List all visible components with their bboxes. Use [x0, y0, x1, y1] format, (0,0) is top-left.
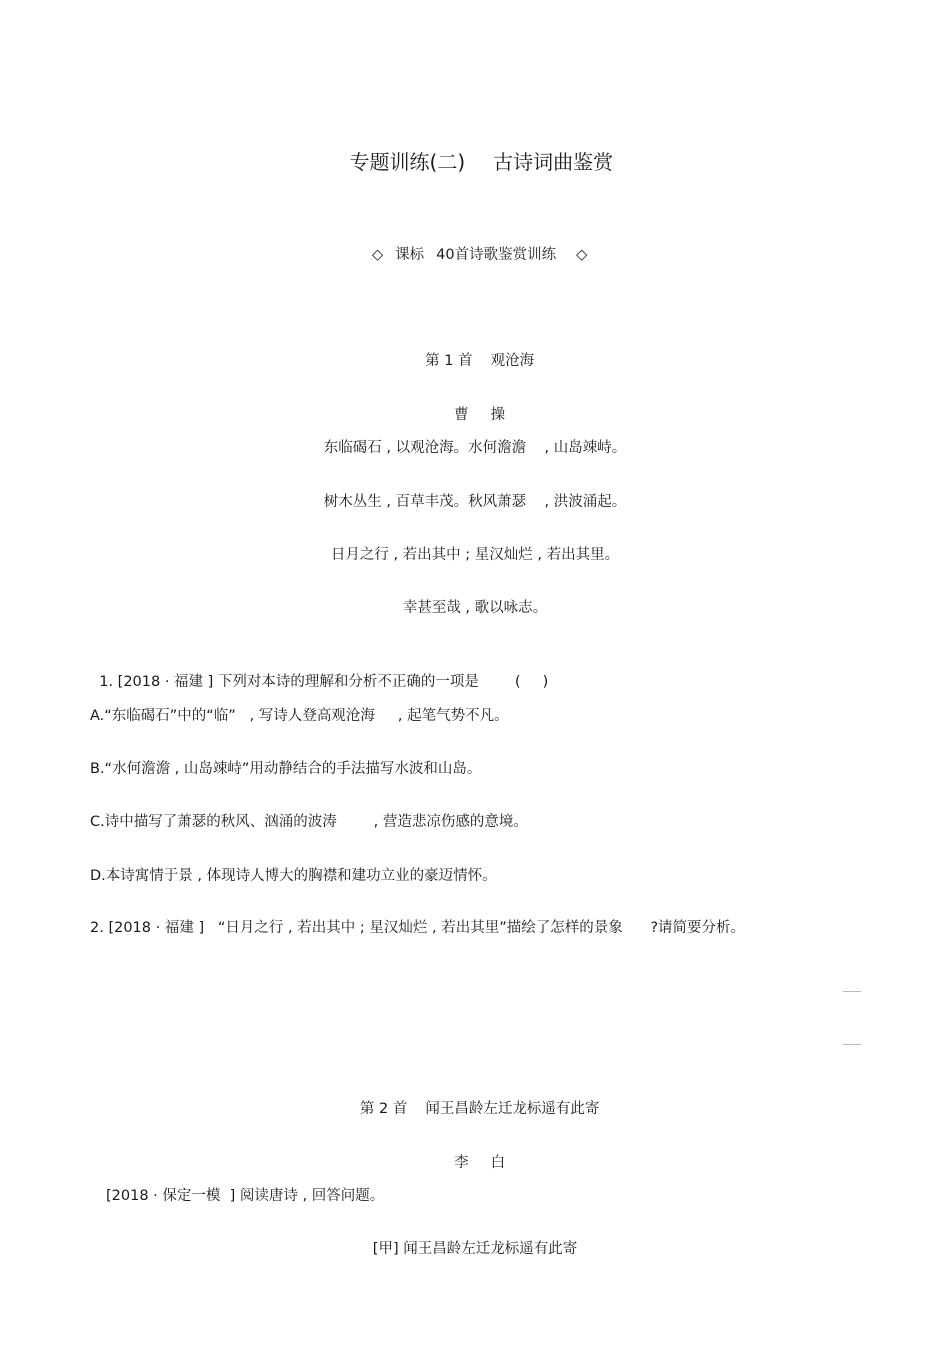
- poem-line: 树木丛生 , 百草丰茂。秋风萧瑟 , 洪波涌起。: [323, 494, 627, 510]
- poem-title: 闻王昌龄左迁龙标遥有此寄: [425, 1101, 600, 1117]
- poem-line: 日月之行 , 若出其中 ; 星汉灿烂 , 若出其里。: [330, 547, 620, 563]
- title-part2: 古诗词曲鉴赏: [493, 150, 614, 174]
- author-last: 白: [490, 1155, 506, 1171]
- author-last: 操: [490, 407, 506, 423]
- author-first: 李: [454, 1155, 469, 1171]
- title-part1: 专题训练(二): [349, 150, 466, 174]
- diamond-icon: ◇: [371, 247, 384, 263]
- poem-author: [0, 1133, 950, 1173]
- margin-mark: [843, 991, 861, 992]
- author-first: 曹: [454, 407, 469, 423]
- reading-intro: [2018 · 保定一模 ] 阅读唐诗 , 回答问题。: [106, 1188, 385, 1204]
- poem-line: 东临碣石 , 以观沧海。水何澹澹 , 山岛竦峙。: [323, 440, 627, 456]
- subtitle-label: 课标: [395, 247, 425, 263]
- margin-mark: [843, 1044, 861, 1045]
- poem-heading: [0, 331, 950, 371]
- poem-author: [0, 385, 950, 425]
- section-subtitle: [0, 225, 950, 265]
- option-d: D.本诗寓情于景 , 体现诗人博大的胸襟和建功立业的豪迈情怀。: [90, 868, 497, 884]
- diamond-icon: ◇: [576, 247, 588, 263]
- poem-number: 第 1 首: [425, 353, 473, 369]
- option-c: C.诗中描写了萧瑟的秋风、汹涌的波涛 , 营造悲凉伤感的意境。: [90, 814, 528, 830]
- question-2: 2. [2018 · 福建 ] “日月之行 , 若出其中 ; 星汉灿烂 , 若出其里”描绘了怎样的景象 ?请简要分析。: [90, 920, 746, 936]
- page-title: [0, 120, 950, 176]
- answer-paren-close: ): [542, 674, 549, 690]
- question-1: [90, 652, 548, 692]
- question-stem: 1. [2018 · 福建 ] 下列对本诗的理解和分析不正确的一项是: [99, 674, 479, 690]
- poem-heading: [0, 1079, 950, 1119]
- answer-paren-open: (: [514, 674, 521, 690]
- option-a: A.“东临碣石”中的“临” , 写诗人登高观沧海 , 起笔气势不凡。: [90, 708, 509, 724]
- subtitle-text: 40首诗歌鉴赏训练: [436, 247, 557, 263]
- poem-title: 观沧海: [490, 353, 535, 369]
- poem-number: 第 2 首: [359, 1101, 408, 1117]
- poem-subtitle: [甲] 闻王昌龄左迁龙标遥有此寄: [372, 1241, 578, 1257]
- option-b: B.“水何澹澹 , 山岛竦峙”用动静结合的手法描写水波和山岛。: [90, 761, 482, 777]
- poem-line: 幸甚至哉 , 歌以咏志。: [402, 600, 548, 616]
